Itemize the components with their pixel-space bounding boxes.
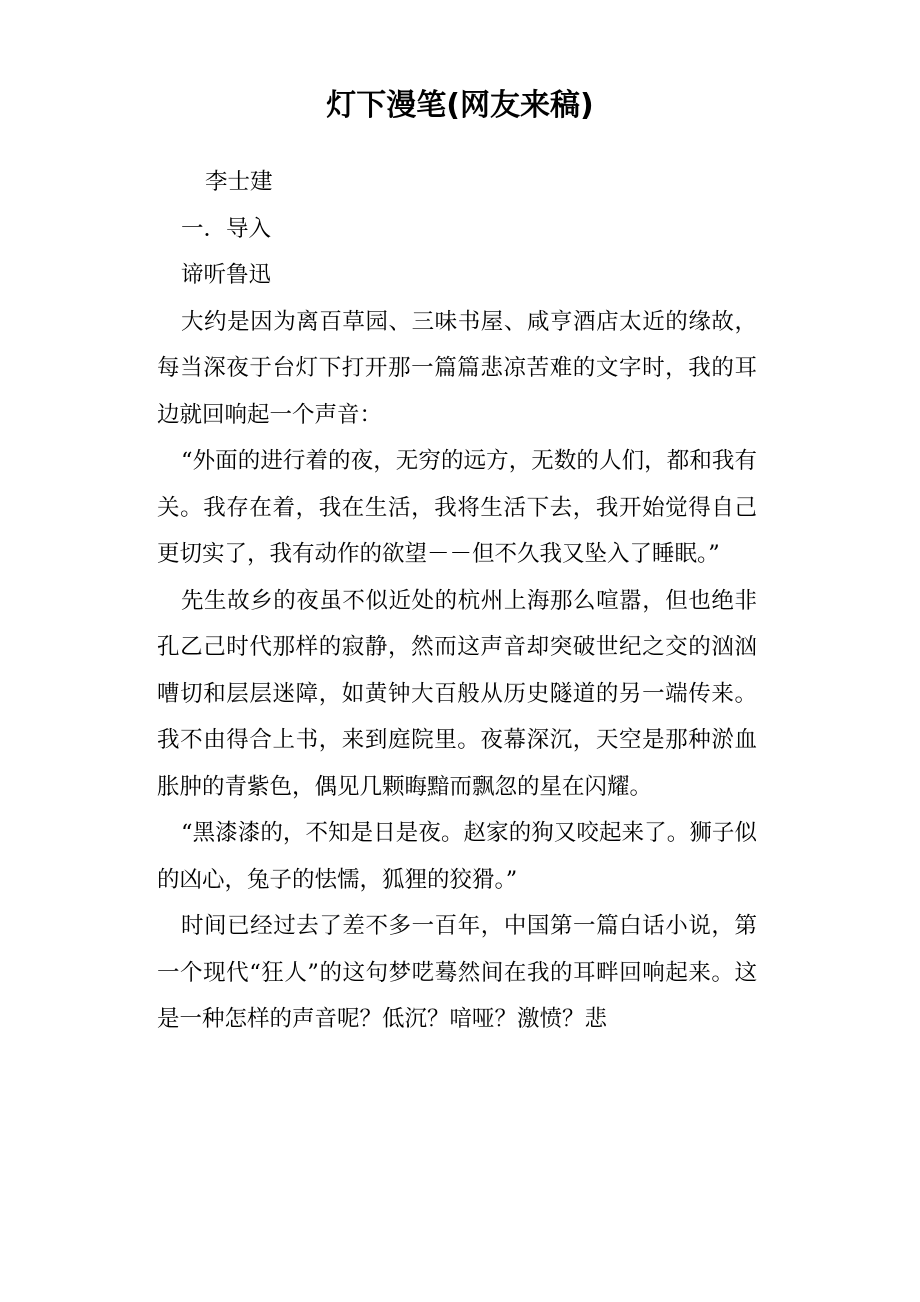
paragraph: 大约是因为离百草园、三味书屋、咸亨酒店太近的缘故，每当深夜于台灯下打开那一篇篇悲凉苦难的文字时，我的耳边就回响起一个声音： <box>157 308 757 428</box>
paragraph: 时间已经过去了差不多一百年，中国第一篇白话小说，第一个现代“狂人”的这句梦呓蓦然间在我的耳畔回响起来。这是一种怎样的声音呢？低沉？喑哑？激愤？悲 <box>157 913 757 1032</box>
document-body <box>157 159 757 1043</box>
quote-paragraph: “黑漆漆的，不知是日是夜。赵家的狗又咬起来了。狮子似的凶心，兔子的怯懦，狐狸的狡猾。” <box>157 820 757 893</box>
document-title: 灯下漫笔(网友来稿) <box>326 88 594 123</box>
subheading: 谛听鲁迅 <box>181 262 272 288</box>
paragraph: 先生故乡的夜虽不似近处的杭州上海那么喧嚣，但也绝非孔乙己时代那样的寂静，然而这声音却突破世纪之交的汹汹嘈切和层层迷障，如黄钟大百般从历史隧道的另一端传来。我不由得合上书，来到庭院里。夜幕深沉，天空是那种淤血胀肿的青紫色，偶见几颗晦黯而飘忽的星在闪耀。 <box>157 587 757 800</box>
author-name: 李士建 <box>205 169 273 195</box>
section-heading: 一．导入 <box>181 215 272 242</box>
quote-paragraph: “外面的进行着的夜，无穷的远方，无数的人们，都和我有关。我存在着，我在生活，我将生活下去，我开始觉得自己更切实了，我有动作的欲望－－但不久我又坠入了睡眠。” <box>157 448 757 567</box>
